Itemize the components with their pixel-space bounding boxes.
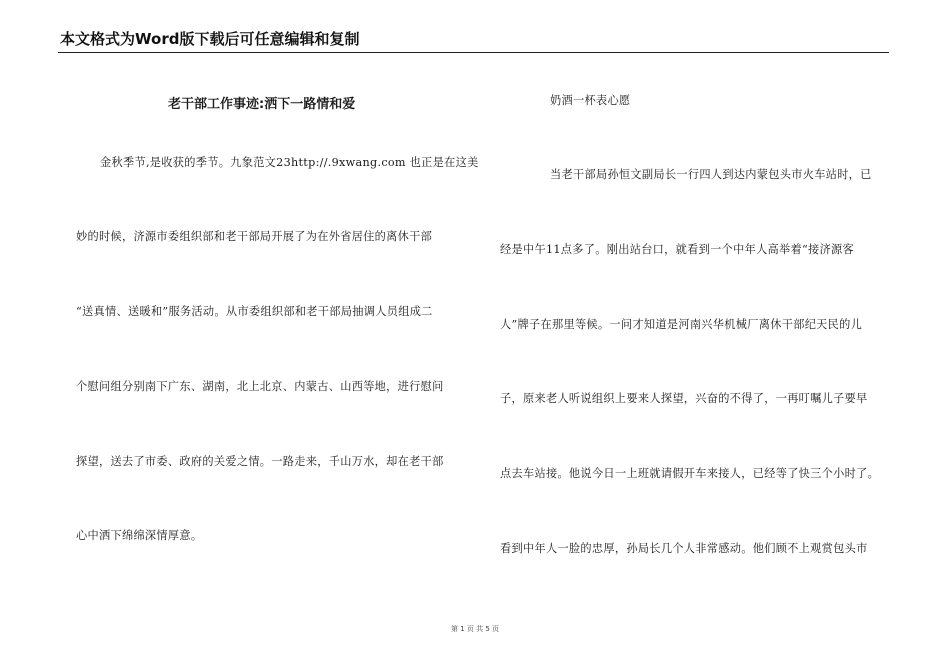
page-number: 第 1 页 共 5 页	[450, 625, 500, 633]
body-line: 子，原来老人听说组织上要来人探望，兴奋的不得了，一再叮嘱儿子要早	[500, 392, 868, 405]
body-line: 心中洒下绵绵深情厚意。	[76, 529, 203, 542]
page-header-title: 本文格式为Word版下载后可任意编辑和复制	[60, 30, 360, 48]
header-divider	[58, 52, 889, 53]
body-line: 看到中年人一脸的忠厚，孙局长几个人非常感动。他们顾不上观赏包头市	[500, 542, 868, 555]
body-line: 个慰问组分别南下广东、湖南，北上北京、内蒙古、山西等地，进行慰问	[76, 380, 444, 393]
body-line: 经是中午11点多了。刚出站台口，就看到一个中年人高举着“接济源客	[500, 243, 854, 256]
body-line: 当老干部局孙恒文副局长一行四人到达内蒙包头市火车站时，已	[550, 168, 872, 181]
body-line: 点去车站接。他说今日一上班就请假开车来接人，已经等了快三个小时了。	[500, 467, 880, 480]
body-line: 妙的时候，济源市委组织部和老干部局开展了为在外省居住的离休干部	[76, 230, 433, 243]
section-subtitle: 奶酒一杯表心愿	[550, 94, 631, 107]
document-title: 老干部工作事迹:洒下一路情和爱	[168, 97, 356, 112]
body-line: 探望，送去了市委、政府的关爱之情。一路走来，千山万水，却在老干部	[76, 455, 444, 468]
body-line: 人”牌子在那里等候。一问才知道是河南兴华机械厂离休干部纪天民的儿	[500, 318, 863, 331]
body-line: “送真情、送暖和”服务活动。从市委组织部和老干部局抽调人员组成二	[76, 305, 433, 318]
body-line: 金秋季节,是收获的季节。九象范文23http://.9xwang.com 也正是在这美	[100, 156, 479, 169]
